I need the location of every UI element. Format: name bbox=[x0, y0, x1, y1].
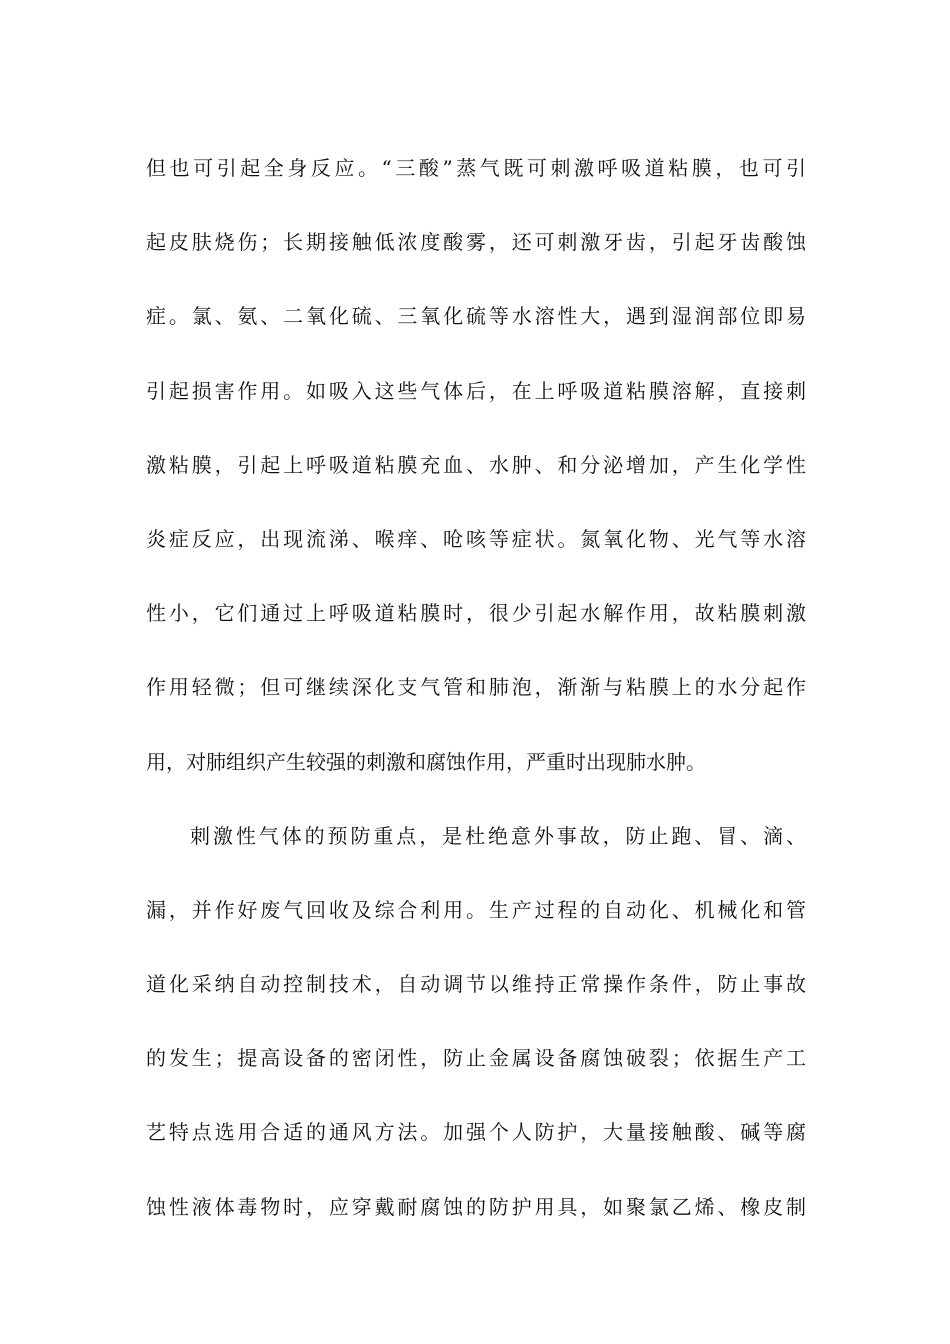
text-line: 蚀性液体毒物时，应穿戴耐腐蚀的防护用具，如聚氯乙烯、橡皮制 bbox=[146, 1194, 806, 1219]
text-line: 艺特点选用合适的通风方法。加强个人防护，大量接触酸、碱等腐 bbox=[146, 1120, 806, 1145]
text-line: 性小，它们通过上呼吸道粘膜时，很少引起水解作用，故粘膜刺激 bbox=[146, 601, 806, 626]
text-line: 用，对肺组织产生较强的刺激和腐蚀作用，严重时出现肺水肿。 bbox=[146, 749, 706, 774]
body-text bbox=[146, 131, 806, 1244]
text-line: 作用轻微；但可继续深化支气管和肺泡，渐渐与粘膜上的水分起作 bbox=[146, 675, 806, 700]
text-line: 道化采纳自动控制技术，自动调节以维持正常操作条件，防止事故 bbox=[146, 972, 806, 997]
text-line: 引起损害作用。如吸入这些气体后，在上呼吸道粘膜溶解，直接刺 bbox=[146, 378, 806, 403]
text-line: 但也可引起全身反应。“三酸”蒸气既可刺激呼吸道粘膜，也可引 bbox=[146, 156, 806, 180]
paragraph-start-line: 刺激性气体的预防重点，是杜绝意外事故，防止跑、冒、滴、 bbox=[190, 823, 806, 848]
text-line: 激粘膜，引起上呼吸道粘膜充血、水肿、和分泌增加，产生化学性 bbox=[146, 452, 806, 477]
text-line: 漏，并作好废气回收及综合利用。生产过程的自动化、机械化和管 bbox=[146, 897, 806, 922]
text-line: 炎症反应，出现流涕、喉痒、呛咳等症状。氮氧化物、光气等水溶 bbox=[146, 526, 806, 551]
text-line: 起皮肤烧伤；长期接触低浓度酸雾，还可刺激牙齿，引起牙齿酸蚀 bbox=[146, 230, 806, 255]
text-line: 的发生；提高设备的密闭性，防止金属设备腐蚀破裂；依据生产工 bbox=[146, 1046, 806, 1071]
text-line: 症。氯、氨、二氧化硫、三氧化硫等水溶性大，遇到湿润部位即易 bbox=[146, 304, 806, 329]
